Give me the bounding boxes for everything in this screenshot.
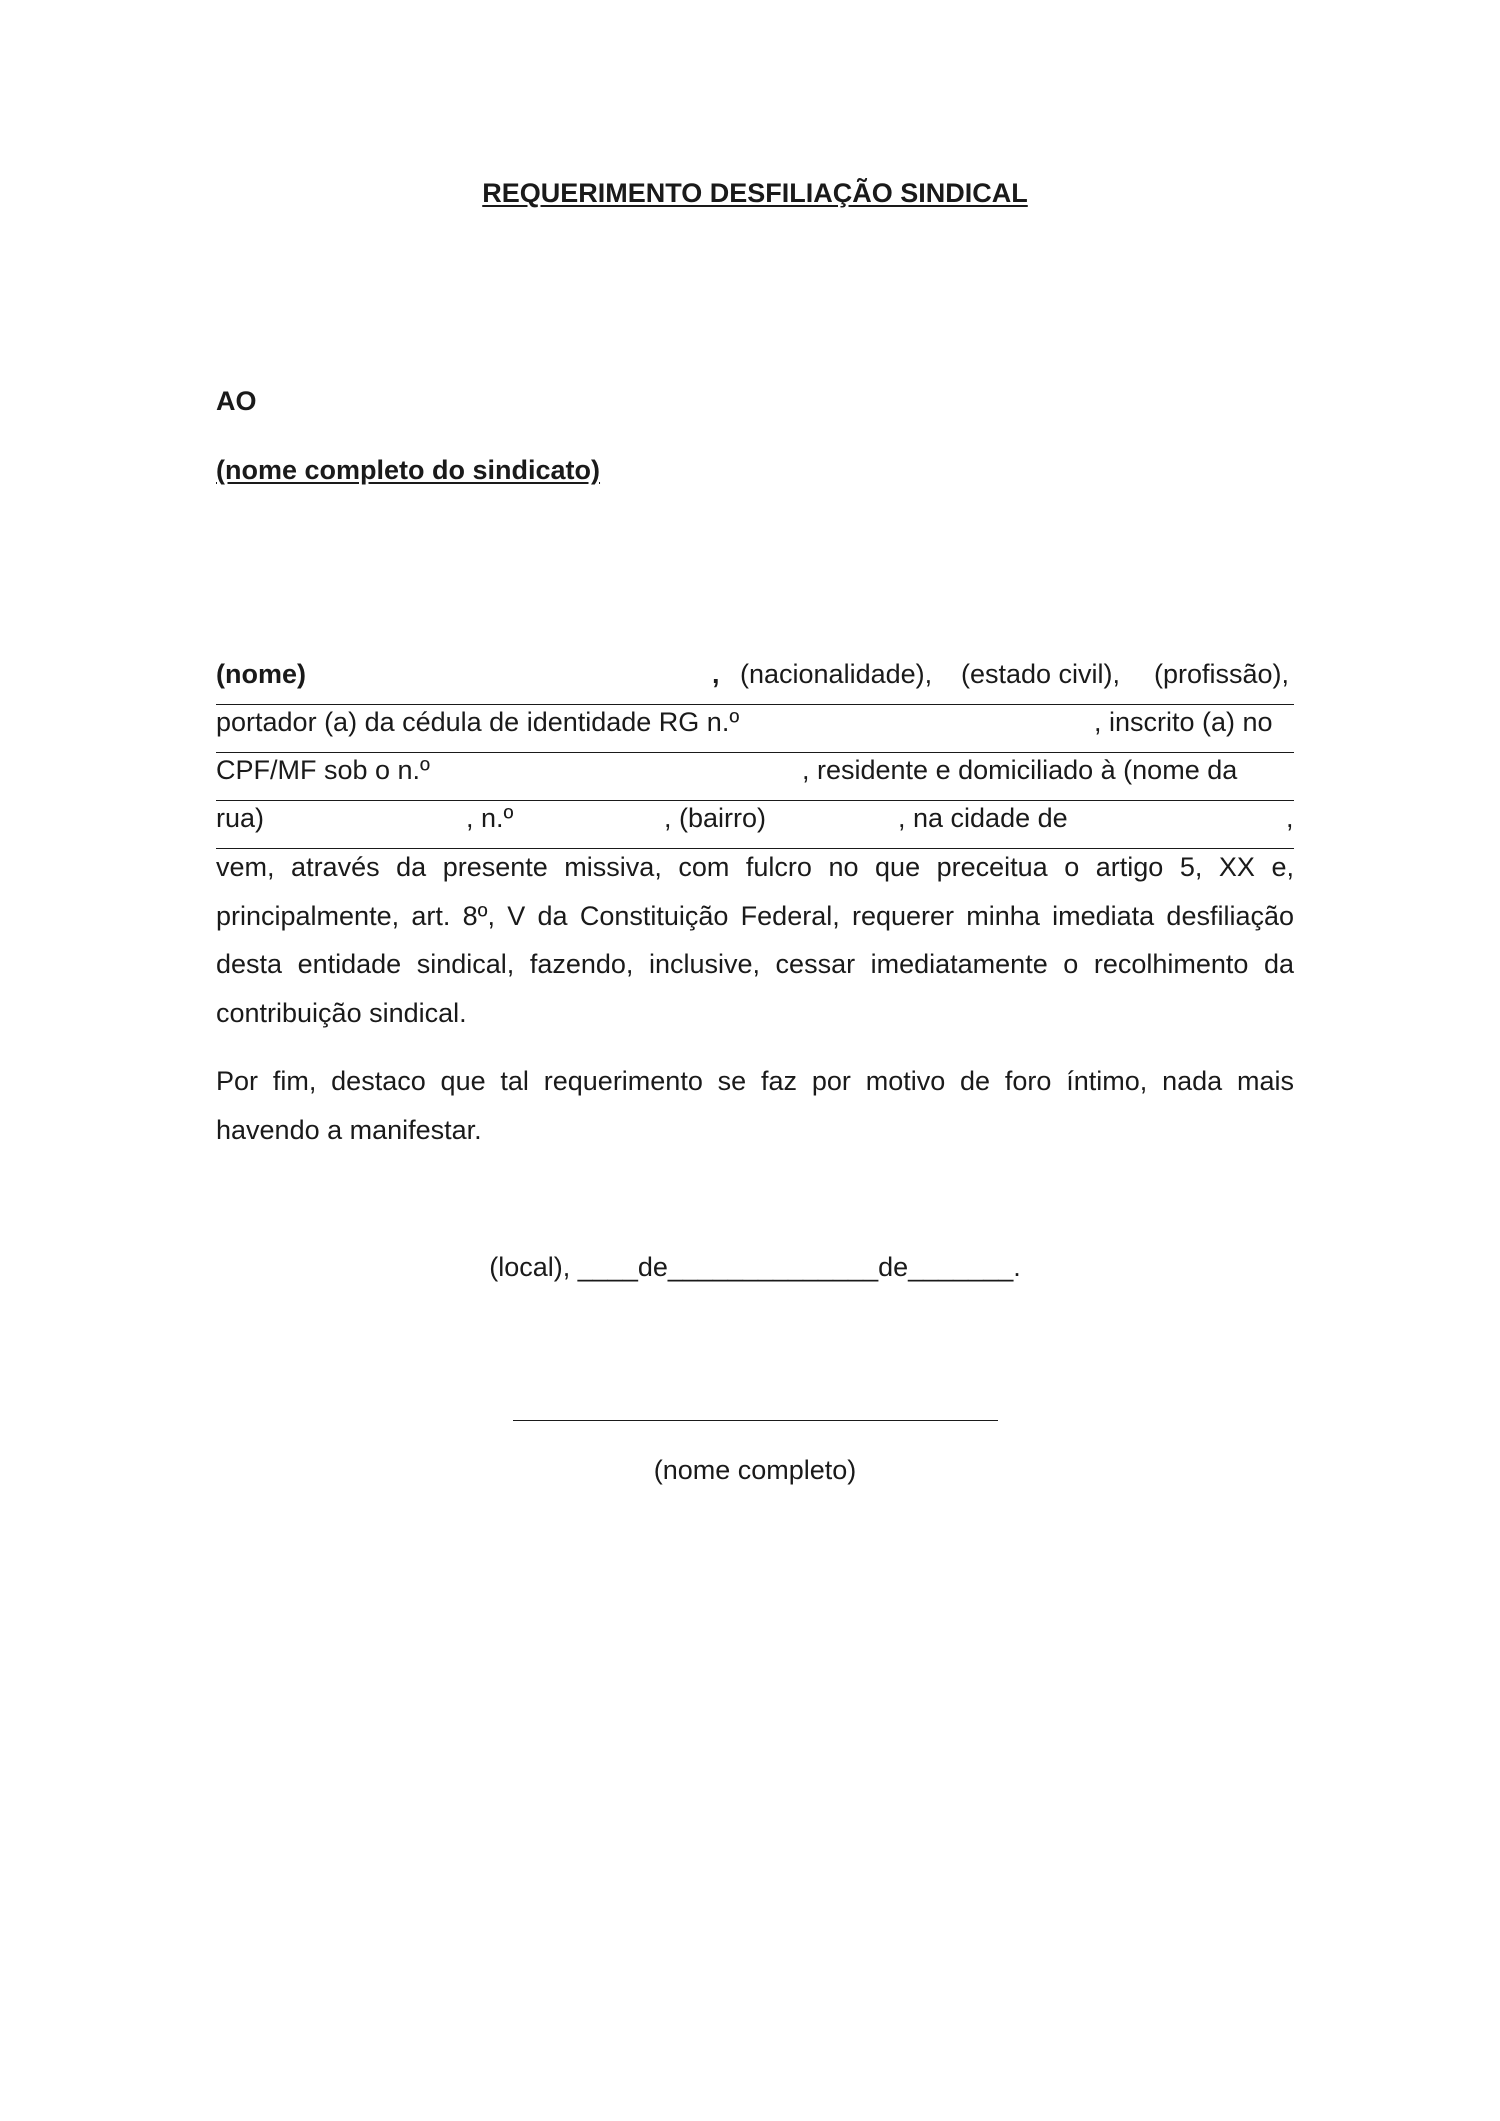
address-end-comma: ,: [1286, 803, 1294, 833]
signature-name-label: (nome completo): [653, 1455, 857, 1485]
name-placeholder: (nome): [216, 659, 306, 689]
name-comma: ,: [712, 659, 720, 689]
signature-line: [513, 1420, 998, 1421]
rg-rest: , inscrito (a) no: [1094, 707, 1273, 737]
nationality-placeholder: (nacionalidade),: [740, 659, 933, 689]
form-line-rg: [216, 704, 1294, 753]
rg-label: portador (a) da cédula de identidade RG n.º: [216, 707, 740, 737]
street-placeholder: rua): [216, 803, 265, 833]
date-line: (local), ____de______________de_______.: [489, 1252, 1021, 1282]
body-paragraph-1: [216, 843, 1294, 1037]
city-label: , na cidade de: [898, 803, 1068, 833]
paragraph-request: vem, através da presente missiva, com fulcro no que preceitua o artigo 5, XX e, principalmente, art. 8º, V da Constituição Federal, requerer minha imediata desfiliação desta entidade sindical, fazendo, inclusive, cessar imediatamente o recolhimento da contribuição sindical.: [216, 852, 1294, 1028]
number-label: , n.º: [466, 803, 514, 833]
paragraph-closing: Por fim, destaco que tal requerimento se faz por motivo de foro íntimo, nada mais havendo a manifestar.: [216, 1066, 1294, 1145]
form-line-cpf: [216, 752, 1294, 801]
body-paragraph-2: [216, 1057, 1294, 1154]
profession-placeholder: (profissão),: [1154, 659, 1290, 689]
document-title: REQUERIMENTO DESFILIAÇÃO SINDICAL: [482, 178, 1028, 208]
form-line-address: [216, 800, 1294, 849]
recipient-to: AO: [216, 386, 257, 416]
form-line-name: [216, 656, 1294, 705]
recipient-union-name: (nome completo do sindicato): [216, 455, 601, 485]
cpf-rest: , residente e domiciliado à (nome da: [802, 755, 1238, 785]
cpf-label: CPF/MF sob o n.º: [216, 755, 430, 785]
district-placeholder: , (bairro): [664, 803, 767, 833]
civil-status-placeholder: (estado civil),: [961, 659, 1121, 689]
